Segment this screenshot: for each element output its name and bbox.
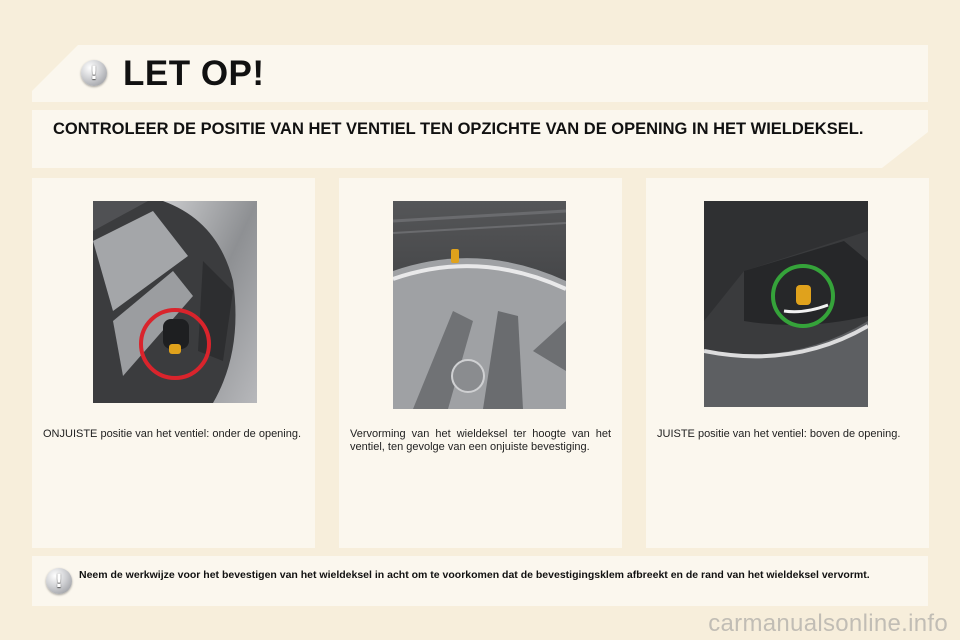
- watermark: carmanualsonline.info: [708, 610, 948, 637]
- exclamation-icon: !: [46, 568, 72, 594]
- section-heading: CONTROLEER DE POSITIE VAN HET VENTIEL TEN OPZICHTE VAN DE OPENING IN HET WIELDEKSEL.: [53, 120, 864, 138]
- wheel-photo-deformation: [393, 201, 566, 409]
- caption-incorrect: ONJUISTE positie van het ventiel: onder de opening.: [43, 428, 302, 440]
- exclamation-icon: !: [81, 60, 107, 86]
- wheel-photo-correct: [704, 201, 868, 407]
- heading-band: [32, 110, 928, 168]
- caption-correct: JUISTE positie van het ventiel: boven de opening.: [657, 428, 901, 440]
- panel-deformation: [339, 178, 622, 548]
- caption-deformation: Vervorming van het wieldeksel ter hoogte van het ventiel, ten gevolge van een onjuiste bevestiging.: [350, 428, 611, 453]
- wheel-photo-incorrect: [93, 201, 257, 403]
- warning-note: Neem de werkwijze voor het bevestigen van het wieldeksel in acht om te voorkomen dat de bevestigingsklem afbreekt en de rand van het wieldeksel vervormt.: [79, 569, 870, 581]
- panel-correct-position: [646, 178, 929, 548]
- page-title: LET OP!: [123, 54, 265, 93]
- panel-incorrect-position: [32, 178, 315, 548]
